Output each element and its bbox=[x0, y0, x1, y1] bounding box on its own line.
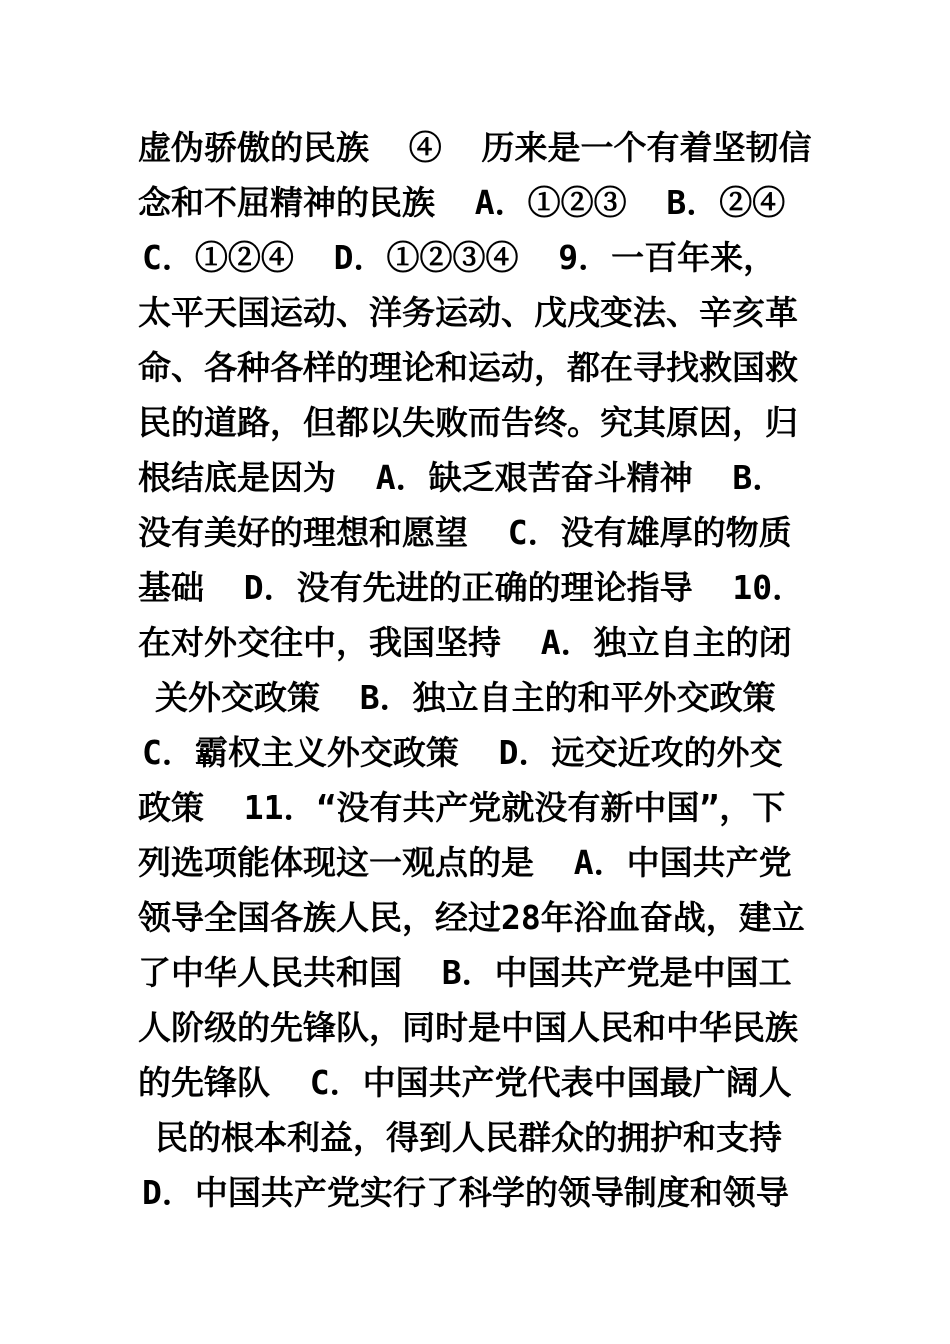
text-line: 民的道路，但都以失败而告终。究其原因，归 bbox=[138, 403, 798, 442]
text-line: 虚伪骄傲的民族 ④ 历来是一个有着坚韧信 bbox=[138, 128, 812, 167]
text-line: 政策 11．“没有共产党就没有新中国”，下 bbox=[138, 788, 786, 827]
text-line: 基础 D．没有先进的正确的理论指导 10． bbox=[138, 568, 806, 607]
document-body bbox=[138, 120, 818, 1220]
text-line: D．中国共产党实行了科学的领导制度和领导 bbox=[142, 1173, 789, 1212]
text-line: 领导全国各族人民，经过28年浴血奋战，建立 bbox=[138, 898, 805, 937]
text-line: 关外交政策 B．独立自主的和平外交政策 bbox=[155, 678, 776, 717]
text-line: 列选项能体现这一观点的是 A．中国共产党 bbox=[138, 843, 792, 882]
text-line: 根结底是因为 A．缺乏艰苦奋斗精神 B． bbox=[138, 458, 786, 497]
text-line: 没有美好的理想和愿望 C．没有雄厚的物质 bbox=[138, 513, 792, 552]
text-line: 在对外交往中，我国坚持 A．独立自主的闭 bbox=[138, 623, 792, 662]
text-line: 人阶级的先锋队，同时是中国人民和中华民族 bbox=[138, 1008, 798, 1047]
text-line: 民的根本利益，得到人民群众的拥护和支持 bbox=[155, 1118, 782, 1157]
text-line: 念和不屈精神的民族 A．①②③ B．②④ bbox=[138, 183, 786, 222]
text-line: 命、各种各样的理论和运动，都在寻找救国救 bbox=[138, 348, 798, 387]
text-line: 的先锋队 C．中国共产党代表中国最广阔人 bbox=[138, 1063, 792, 1102]
text-line: 太平天国运动、洋务运动、戊戌变法、辛亥革 bbox=[138, 293, 798, 332]
text-line: C．霸权主义外交政策 D．远交近攻的外交 bbox=[142, 733, 783, 772]
text-line: 了中华人民共和国 B．中国共产党是中国工 bbox=[138, 953, 792, 992]
text-line: C．①②④ D．①②③④ 9．一百年来， bbox=[142, 238, 777, 277]
